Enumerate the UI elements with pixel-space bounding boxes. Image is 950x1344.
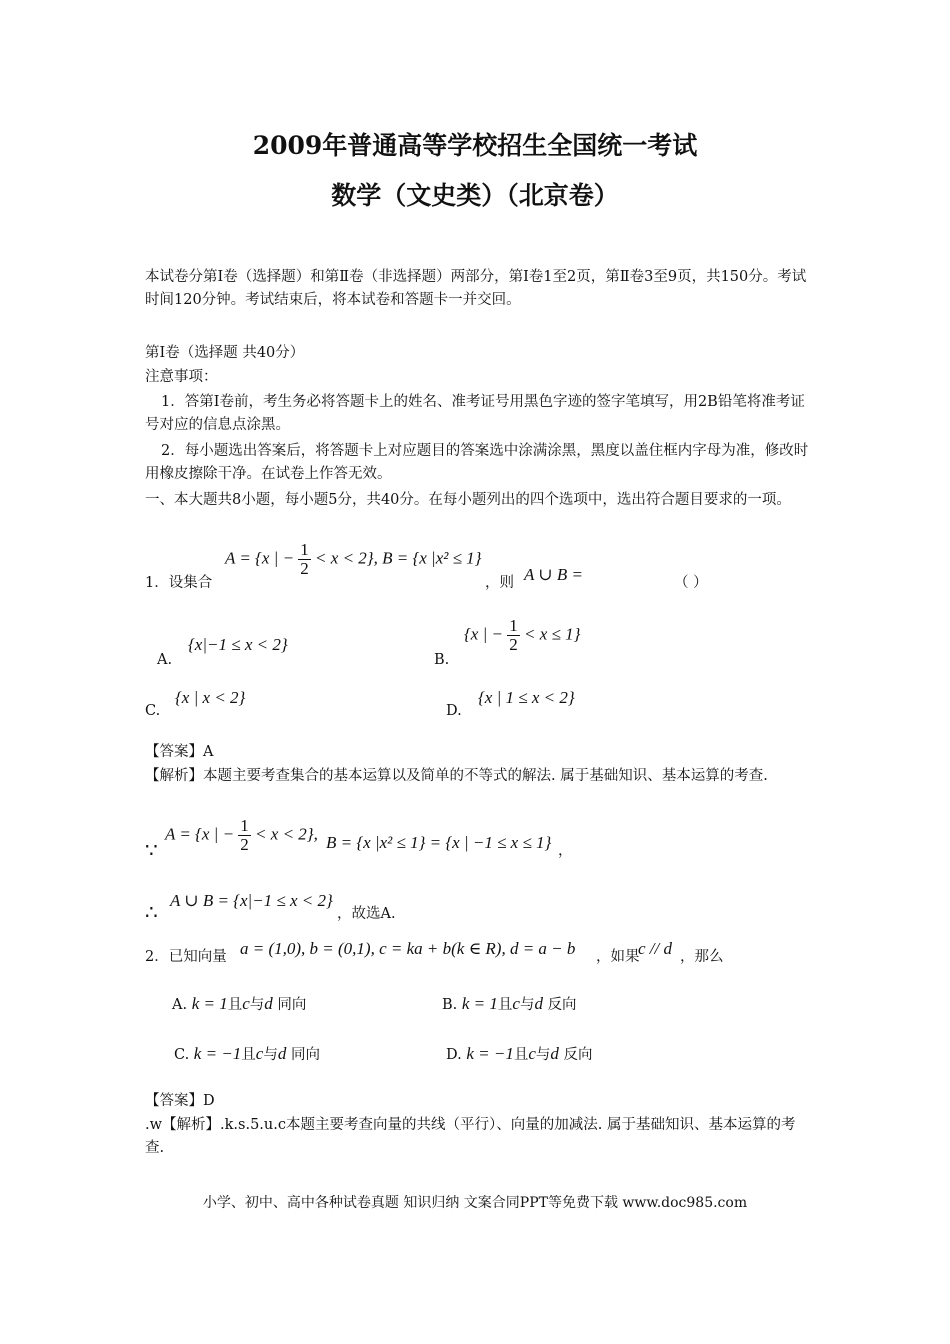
c-var: c — [512, 994, 520, 1013]
c-var: c — [528, 1044, 536, 1063]
document-title: 2009年普通高等学校招生全国统一考试 — [252, 131, 698, 160]
because-post: < x < 2}, — [255, 824, 318, 844]
qie-text: 且 — [513, 1047, 529, 1063]
option-c: {x | x < 2} — [175, 688, 246, 707]
part1-heading: 第Ⅰ卷（选择题 共40分） — [145, 345, 305, 361]
fraction-numerator: 1 — [240, 816, 249, 835]
fraction — [298, 541, 311, 578]
d-var: d — [277, 1044, 287, 1063]
q1-prefix: 1．设集合 — [145, 575, 213, 591]
direction-text: 反向 — [547, 997, 577, 1013]
option-b-pre: {x | − — [464, 624, 503, 644]
option-d: {x | 1 ≤ x < 2} — [478, 688, 575, 707]
qie-text: 且 — [227, 997, 243, 1013]
q2-vectors: a = (1,0), b = (0,1), c = ka + b(k ∈ R), d = a − b — [240, 939, 576, 958]
fraction — [507, 617, 520, 654]
q1-set-definition — [225, 541, 481, 578]
yu-text: 与 — [519, 997, 535, 1013]
k-value: k = 1 — [191, 994, 228, 1013]
fraction-denominator: 2 — [509, 635, 518, 654]
option-c-label: C. — [145, 703, 161, 719]
q2-option-d — [446, 1042, 592, 1067]
q1-set-a-pre: A = {x | − — [225, 548, 295, 568]
q2-condition: c // d — [638, 939, 672, 958]
fraction — [238, 817, 251, 854]
q2-option-c — [174, 1042, 320, 1067]
d-var: d — [550, 1044, 559, 1063]
qie-text: 且 — [497, 997, 513, 1013]
q2-prefix: 2．已知向量 — [145, 949, 227, 965]
page-footer: 小学、初中、高中各种试卷真题 知识归纳 文案合同PPT等免费下载 www.doc985.com — [202, 1195, 748, 1211]
q1-set-a-post: < x < 2}, B = {x |x² ≤ 1} — [315, 548, 482, 568]
yu-text: 与 — [535, 1047, 551, 1063]
q2-mid: ，如果 — [596, 949, 640, 965]
qie-text: 且 — [241, 1047, 256, 1063]
q2-answer: 【答案】D — [145, 1093, 215, 1109]
fraction-denominator: 2 — [300, 559, 309, 578]
therefore-result: A ∪ B = {x|−1 ≤ x < 2} — [170, 891, 333, 910]
option-label: D. — [446, 1047, 462, 1063]
q1-answer: 【答案】A — [145, 744, 214, 760]
option-b-label: B. — [434, 652, 450, 668]
option-label: B. — [442, 997, 458, 1013]
because-pre: A = {x | − — [165, 824, 235, 844]
k-value: k = −1 — [466, 1044, 514, 1063]
option-d-label: D. — [446, 703, 462, 719]
section-intro: 一、本大题共8小题，每小题5分，共40分。在每小题列出的四个选项中，选出符合题目要求的一项。 — [145, 492, 791, 508]
because-set-a — [165, 817, 318, 854]
yu-text: 与 — [249, 997, 265, 1013]
option-b — [464, 617, 580, 654]
option-label: C. — [174, 1047, 190, 1063]
q2-end: ，那么 — [680, 949, 724, 965]
direction-text: 同向 — [290, 1047, 320, 1063]
fraction-numerator: 1 — [509, 616, 518, 635]
k-value: k = 1 — [461, 994, 498, 1013]
notes-heading: 注意事项： — [145, 369, 218, 385]
c-var: c — [255, 1044, 264, 1063]
because-set-b: B = {x |x² ≤ 1} = {x | −1 ≤ x ≤ 1} — [326, 833, 552, 852]
q1-mid: ，则 — [485, 575, 514, 591]
c-var: c — [242, 994, 250, 1013]
q1-analysis: 【解析】本题主要考查集合的基本运算以及简单的不等式的解法. 属于基础知识、基本运算的考查. — [145, 768, 768, 784]
option-a-label: A. — [157, 652, 173, 668]
option-a: {x|−1 ≤ x < 2} — [188, 635, 288, 654]
direction-text: 同向 — [277, 997, 307, 1013]
fraction-numerator: 1 — [300, 540, 309, 559]
option-label: A. — [172, 997, 188, 1013]
fraction-denominator: 2 — [240, 835, 249, 854]
direction-text: 反向 — [563, 1047, 593, 1063]
because-symbol: ∵ — [145, 838, 158, 862]
k-value: k = −1 — [193, 1044, 242, 1063]
option-b-post: < x ≤ 1} — [524, 624, 581, 644]
note-2: 2．每小题选出答案后，将答题卡上对应题目的答案选中涂满涂黑，黑度以盖住框内字母为准，修改时用橡皮擦除干净。在试卷上作答无效。 — [145, 443, 809, 482]
q2-option-b — [442, 992, 577, 1017]
because-end: ， — [558, 843, 573, 859]
note-1: 1．答第Ⅰ卷前，考生务必将答题卡上的姓名、准考证号用黑色字迹的签字笔填写，用2B铅笔将准考证号对应的信息点涂黑。 — [145, 394, 805, 433]
intro-paragraph: 本试卷分第Ⅰ卷（选择题）和第Ⅱ卷（非选择题）两部分，第Ⅰ卷1至2页，第Ⅱ卷3至9页，共150分。考试时间120分钟。考试结束后，将本试卷和答题卡一并交回。 — [145, 269, 807, 308]
document-subtitle: 数学（文史类）（北京卷） — [331, 181, 619, 210]
q2-analysis: .w【解析】.k.s.5.u.c本题主要考查向量的共线（平行）、向量的加减法. 属于基础知识、基本运算的考查. — [145, 1117, 796, 1156]
q2-option-a — [172, 992, 306, 1017]
d-var: d — [264, 994, 273, 1013]
yu-text: 与 — [263, 1047, 278, 1063]
q1-union: A ∪ B = — [524, 565, 583, 584]
therefore-end: ，故选A. — [337, 906, 396, 922]
therefore-symbol: ∴ — [145, 900, 158, 924]
d-var: d — [534, 994, 543, 1013]
answer-bracket: （ ） — [674, 575, 708, 591]
